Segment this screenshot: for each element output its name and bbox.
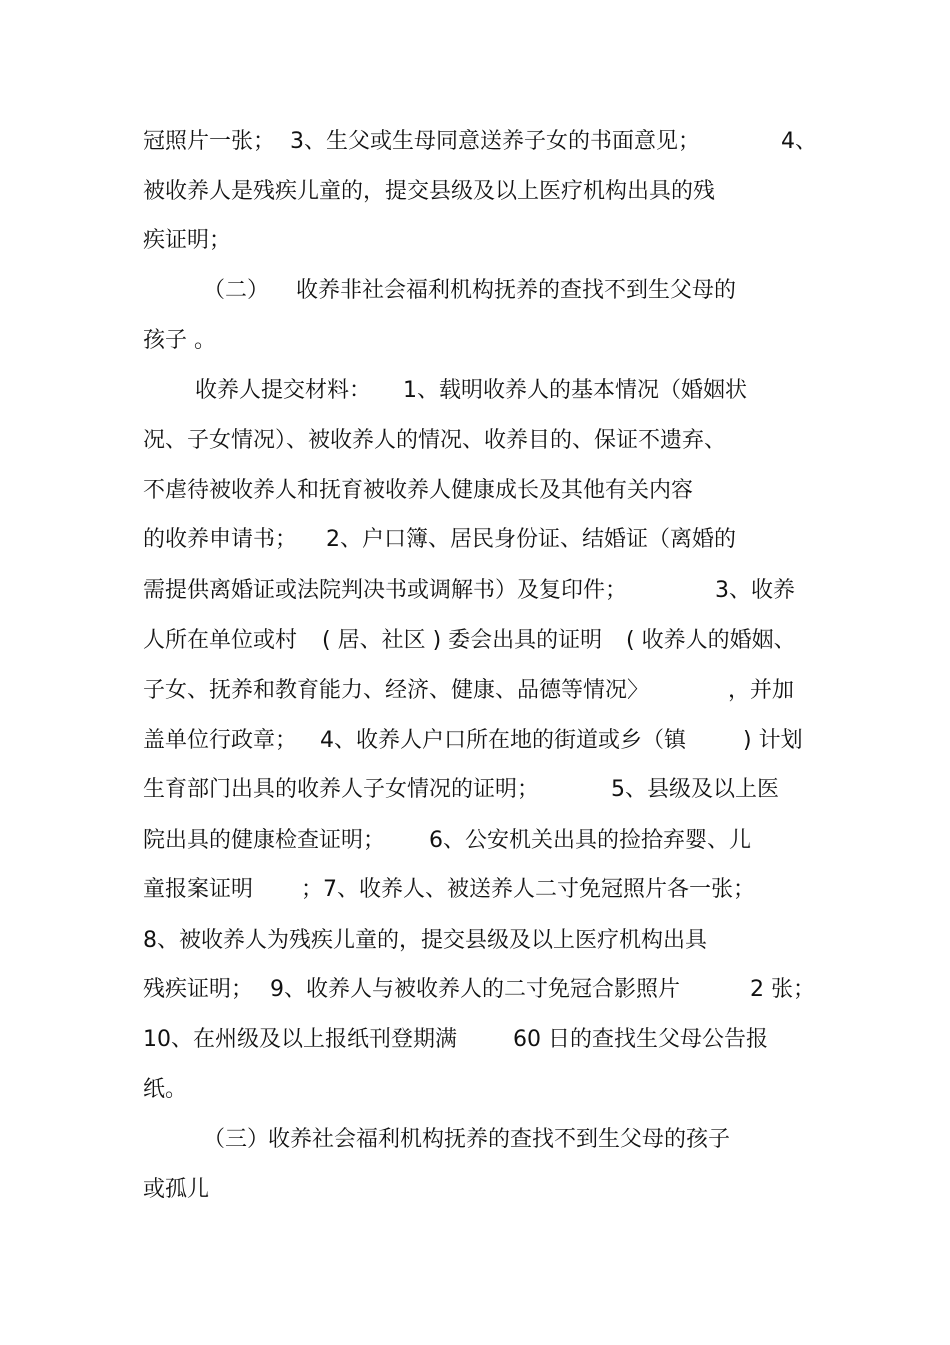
text-segment: 1、载明收养人的基本情况（婚姻状 xyxy=(403,378,747,403)
text-line xyxy=(0,925,950,957)
text-line xyxy=(0,625,950,657)
text-segment: ( 收养人的婚姻、 xyxy=(626,628,796,653)
text-segment: 收养非社会福利机构抚养的查找不到生父母的 xyxy=(296,278,737,303)
text-segment: ) 计划 xyxy=(743,728,803,753)
text-line xyxy=(0,575,950,607)
text-segment: ( 居、社区 ) 委会出具的证明 xyxy=(322,628,603,653)
text-segment: 或孤儿 xyxy=(143,1177,210,1202)
text-line xyxy=(0,425,950,457)
section-heading xyxy=(0,275,950,307)
text-line xyxy=(0,774,950,806)
text-segment: 生育部门出具的收养人子女情况的证明； xyxy=(143,777,540,802)
text-segment: 被收养人是残疾儿童的，提交县级及以上医疗机构出具的残 xyxy=(143,179,716,204)
text-line xyxy=(0,375,950,407)
text-segment: 盖单位行政章； xyxy=(143,728,298,753)
text-segment: 2、户口簿、居民身份证、结婚证（离婚的 xyxy=(326,527,736,552)
text-segment: 子女、抚养和教育能力、经济、健康、品德等情况〉 xyxy=(143,678,650,703)
text-line xyxy=(0,1074,950,1106)
text-segment: 需提供离婚证或法院判决书或调解书）及复印件； xyxy=(143,578,628,603)
text-segment: 4、收养人户口所在地的街道或乡（镇 xyxy=(320,728,686,753)
text-line xyxy=(0,176,950,208)
text-segment: 2 张； xyxy=(750,977,815,1002)
text-segment: 的收养申请书； xyxy=(143,527,298,552)
text-segment: 残疾证明； xyxy=(143,977,254,1002)
text-segment: 5、县级及以上医 xyxy=(611,777,779,802)
text-segment: 8、被收养人为残疾儿童的，提交县级及以上医疗机构出具 xyxy=(143,928,707,953)
section-number: （三） xyxy=(203,1127,270,1152)
text-segment: 10、在州级及以上报纸刊登期满 xyxy=(143,1027,457,1052)
text-line xyxy=(0,725,950,757)
text-segment: 收养社会福利机构抚养的查找不到生父母的孩子 xyxy=(268,1127,731,1152)
text-segment: 冠照片一张； xyxy=(143,129,276,154)
text-line xyxy=(0,974,950,1006)
text-segment: 孩子 。 xyxy=(143,328,216,353)
text-segment: ；7、收养人、被送养人二寸免冠照片各一张； xyxy=(301,877,755,902)
section-number: （二） xyxy=(203,278,270,303)
text-segment: 院出具的健康检查证明； xyxy=(143,828,386,853)
text-segment: 收养人提交材料： xyxy=(195,378,372,403)
text-segment: 9、收养人与被收养人的二寸免冠合影照片 xyxy=(270,977,680,1002)
text-line xyxy=(0,675,950,707)
text-segment: 童报案证明 xyxy=(143,877,254,902)
text-segment: 3、收养 xyxy=(715,578,795,603)
text-segment: 疾证明； xyxy=(143,228,232,253)
text-segment: 况、子女情况）、被收养人的情况、收养目的、保证不遗弃、 xyxy=(143,428,727,453)
section-heading xyxy=(0,1174,950,1206)
section-heading xyxy=(0,1124,950,1156)
text-segment: 3、生父或生母同意送养子女的书面意见； xyxy=(290,129,700,154)
text-segment: 纸。 xyxy=(143,1077,188,1102)
text-segment: 60 日的查找生父母公告报 xyxy=(513,1027,768,1052)
text-segment: ，并加 xyxy=(728,678,795,703)
text-line xyxy=(0,225,950,257)
text-line xyxy=(0,825,950,857)
text-segment: 4、 xyxy=(781,129,817,154)
text-segment: 人所在单位或村 xyxy=(143,628,298,653)
text-line xyxy=(0,524,950,556)
text-line xyxy=(0,874,950,906)
text-line xyxy=(0,1024,950,1056)
text-line xyxy=(0,475,950,507)
text-segment: 不虐待被收养人和抚育被收养人健康成长及其他有关内容 xyxy=(143,478,694,503)
text-segment: 6、公安机关出具的捡拾弃婴、儿 xyxy=(429,828,751,853)
section-heading xyxy=(0,325,950,357)
text-line xyxy=(0,126,950,158)
